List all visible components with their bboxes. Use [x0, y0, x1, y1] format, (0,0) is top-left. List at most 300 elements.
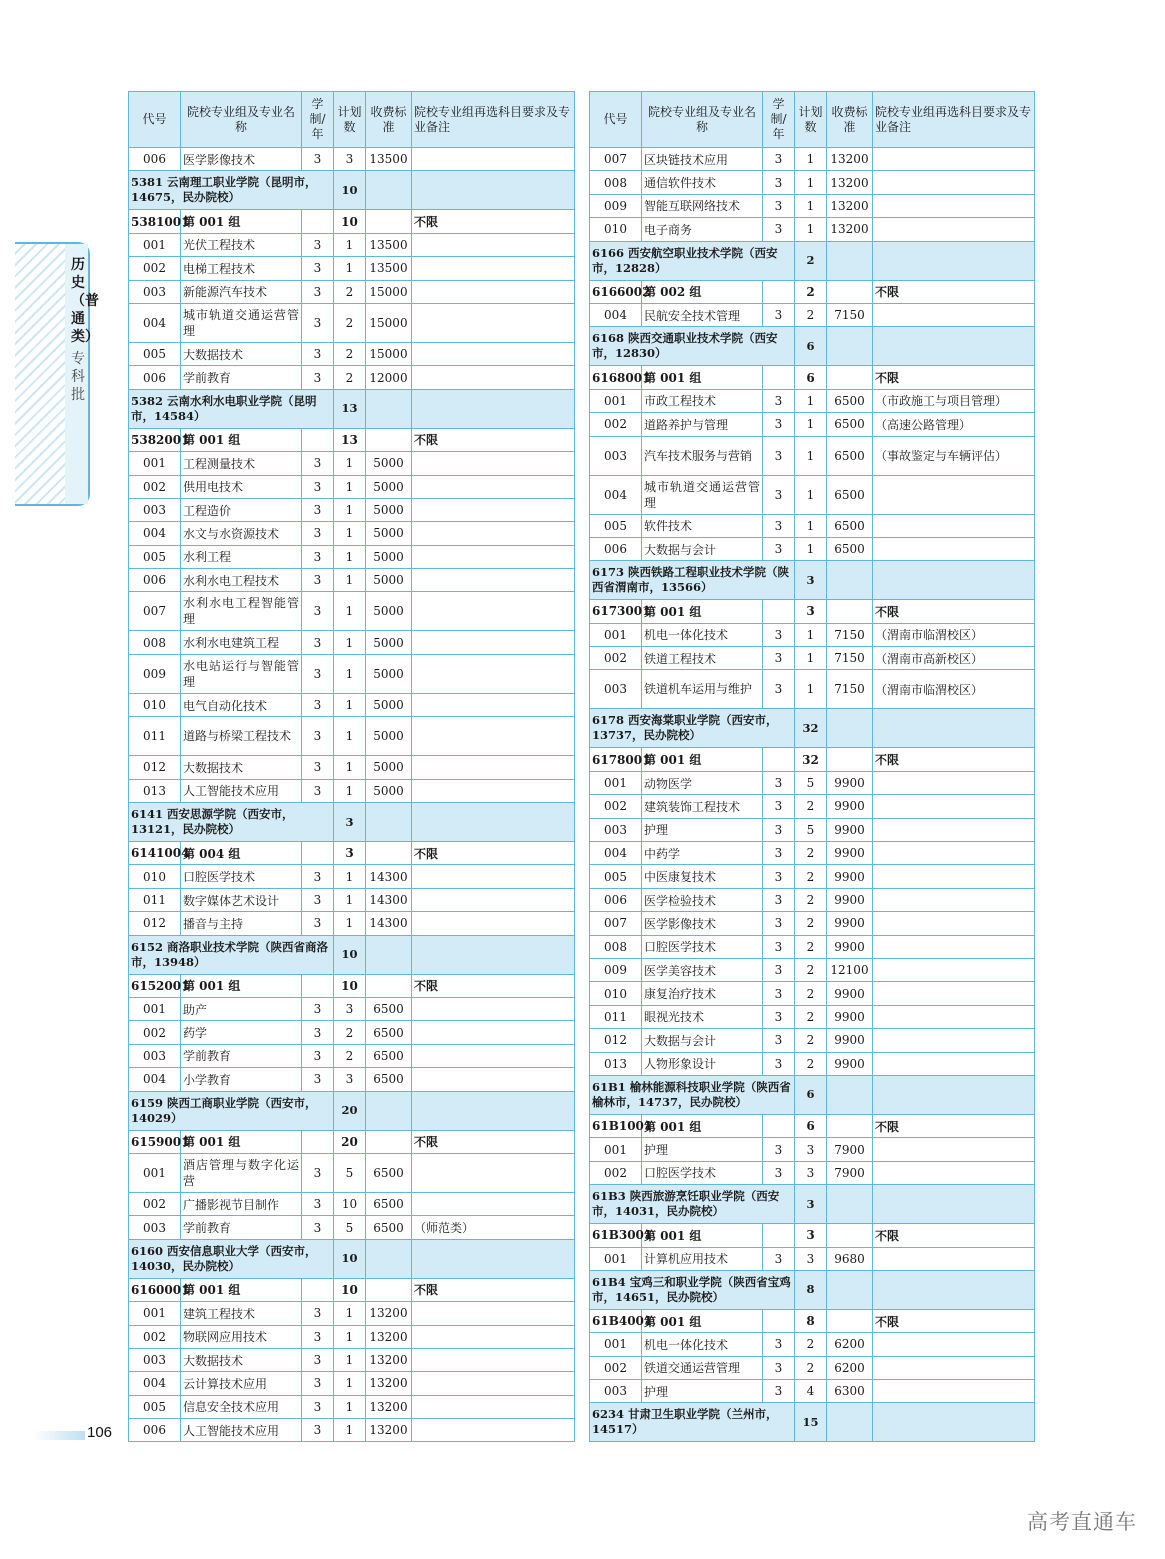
- major-note: [873, 982, 1035, 1005]
- major-plan-count: 1: [334, 1325, 366, 1348]
- major-plan-count: 1: [334, 1372, 366, 1395]
- header-fee: 收费标准: [366, 92, 412, 148]
- major-code: 003: [590, 670, 642, 709]
- major-fee: 5000: [366, 631, 412, 654]
- major-code: 003: [129, 1348, 181, 1371]
- major-fee: 13500: [366, 233, 412, 256]
- major-plan-count: 1: [334, 865, 366, 888]
- major-plan-count: 1: [795, 623, 827, 646]
- major-name: 通信软件技术: [642, 171, 763, 194]
- major-row: [129, 1419, 575, 1442]
- major-fee: 13200: [827, 218, 873, 241]
- major-name: 机电一体化技术: [642, 1333, 763, 1356]
- major-years: 3: [763, 842, 795, 865]
- school-note-cell: [873, 561, 1035, 600]
- major-row: [590, 1356, 1035, 1379]
- major-fee: 6500: [366, 997, 412, 1020]
- major-note: [412, 569, 575, 592]
- major-note: [412, 475, 575, 498]
- major-row: [590, 475, 1035, 514]
- major-code: 003: [129, 1044, 181, 1067]
- major-note: [873, 1052, 1035, 1075]
- major-code: 003: [129, 280, 181, 303]
- major-years: 3: [763, 537, 795, 560]
- major-name: 护理: [642, 818, 763, 841]
- school-row: [590, 241, 1035, 280]
- major-fee: 7150: [827, 623, 873, 646]
- school-fee-cell: [827, 709, 873, 748]
- major-name: 水利水电工程技术: [181, 569, 302, 592]
- major-years: 3: [302, 1216, 334, 1239]
- major-years: 3: [302, 280, 334, 303]
- major-plan-count: 2: [795, 1356, 827, 1379]
- school-row: [590, 561, 1035, 600]
- major-name: 电梯工程技术: [181, 257, 302, 280]
- school-fee-cell: [827, 1270, 873, 1309]
- major-note: [873, 194, 1035, 217]
- school-plan-count: 3: [334, 803, 366, 842]
- major-row: [129, 1216, 575, 1239]
- school-name: 6178 西安海棠职业学院（西安市，13737，民办院校）: [590, 709, 795, 748]
- group-fee-cell: [827, 1224, 873, 1247]
- school-note-cell: [873, 241, 1035, 280]
- major-plan-count: 2: [334, 1021, 366, 1044]
- major-note: [873, 818, 1035, 841]
- major-code: 004: [129, 1068, 181, 1091]
- major-name: 动物医学: [642, 771, 763, 794]
- group-subject-requirement: 不限: [412, 974, 575, 997]
- group-years-cell: [302, 842, 334, 865]
- major-name: 物联网应用技术: [181, 1325, 302, 1348]
- major-fee: 15000: [366, 280, 412, 303]
- school-row: [129, 389, 575, 428]
- school-plan-count: 8: [795, 1270, 827, 1309]
- group-years-cell: [763, 600, 795, 623]
- tab-main-label: 历史（普通类）: [71, 257, 99, 345]
- major-name: 口腔医学技术: [642, 1161, 763, 1184]
- major-code: 002: [129, 1325, 181, 1348]
- group-row: [590, 280, 1035, 303]
- major-name: 口腔医学技术: [642, 935, 763, 958]
- major-name: 市政工程技术: [642, 389, 763, 412]
- major-years: 3: [763, 771, 795, 794]
- major-name: 铁道交通运营管理: [642, 1356, 763, 1379]
- major-code: 005: [590, 865, 642, 888]
- major-fee: 9900: [827, 1029, 873, 1052]
- major-fee: 9900: [827, 771, 873, 794]
- major-row: [129, 522, 575, 545]
- major-note: [412, 1372, 575, 1395]
- group-name: 第 001 组: [642, 1224, 763, 1247]
- major-row: [590, 1005, 1035, 1028]
- major-note: [412, 1192, 575, 1215]
- side-category-tab: [15, 242, 99, 506]
- major-note: （市政施工与项目管理）: [873, 389, 1035, 412]
- major-plan-count: 2: [795, 865, 827, 888]
- major-code: 001: [590, 623, 642, 646]
- major-plan-count: 2: [795, 1029, 827, 1052]
- major-name: 护理: [642, 1138, 763, 1161]
- major-fee: 5000: [366, 545, 412, 568]
- major-fee: 15000: [366, 303, 412, 342]
- major-fee: 13200: [366, 1395, 412, 1418]
- school-note-cell: [412, 935, 575, 974]
- school-note-cell: [873, 327, 1035, 366]
- major-fee: 5000: [366, 756, 412, 779]
- major-plan-count: 1: [334, 717, 366, 756]
- school-plan-count: 15: [795, 1403, 827, 1442]
- group-name: 第 001 组: [181, 1278, 302, 1301]
- school-name: 5382 云南水利水电职业学院（昆明市，14584）: [129, 389, 334, 428]
- major-code: 002: [129, 257, 181, 280]
- major-years: 3: [302, 522, 334, 545]
- major-code: 007: [590, 148, 642, 171]
- major-note: [412, 1068, 575, 1091]
- major-name: 汽车技术服务与营销: [642, 436, 763, 475]
- major-years: 3: [302, 366, 334, 389]
- major-fee: 6300: [827, 1380, 873, 1403]
- group-subject-requirement: 不限: [873, 280, 1035, 303]
- major-note: [873, 171, 1035, 194]
- major-years: 3: [302, 475, 334, 498]
- major-name: 康复治疗技术: [642, 982, 763, 1005]
- major-fee: 9900: [827, 982, 873, 1005]
- major-row: [590, 1029, 1035, 1052]
- major-row: [129, 693, 575, 716]
- group-plan-count: 3: [795, 1224, 827, 1247]
- major-plan-count: 1: [334, 631, 366, 654]
- school-note-cell: [873, 1270, 1035, 1309]
- major-row: [129, 1153, 575, 1192]
- major-row: [129, 545, 575, 568]
- group-years-cell: [763, 366, 795, 389]
- major-plan-count: 2: [795, 1005, 827, 1028]
- major-code: 002: [129, 1192, 181, 1215]
- major-years: 3: [763, 148, 795, 171]
- major-code: 001: [590, 1138, 642, 1161]
- group-plan-count: 20: [334, 1130, 366, 1153]
- major-plan-count: 1: [334, 654, 366, 693]
- school-plan-count: 10: [334, 935, 366, 974]
- group-plan-count: 32: [795, 748, 827, 771]
- group-code: 5382001: [129, 428, 181, 451]
- major-code: 009: [590, 958, 642, 981]
- major-years: 3: [763, 818, 795, 841]
- group-fee-cell: [366, 428, 412, 451]
- major-plan-count: 1: [334, 1395, 366, 1418]
- group-years-cell: [302, 210, 334, 233]
- major-note: [873, 771, 1035, 794]
- header-years: 学制/年: [302, 92, 334, 148]
- major-row: [129, 1372, 575, 1395]
- major-name: 建筑工程技术: [181, 1302, 302, 1325]
- major-code: 002: [590, 647, 642, 670]
- school-row: [129, 1239, 575, 1278]
- major-name: 电子商务: [642, 218, 763, 241]
- school-row: [590, 1075, 1035, 1114]
- group-plan-count: 2: [795, 280, 827, 303]
- major-note: [873, 1247, 1035, 1270]
- major-note: [873, 1005, 1035, 1028]
- right-column: [589, 91, 1035, 1442]
- major-code: 004: [590, 842, 642, 865]
- major-fee: 13500: [366, 257, 412, 280]
- group-years-cell: [763, 1224, 795, 1247]
- major-years: 3: [763, 888, 795, 911]
- group-row: [590, 1114, 1035, 1137]
- major-fee: 13200: [366, 1348, 412, 1371]
- major-code: 010: [129, 693, 181, 716]
- group-years-cell: [302, 428, 334, 451]
- major-code: 010: [590, 218, 642, 241]
- school-name: 5381 云南理工职业学院（昆明市，14675，民办院校）: [129, 171, 334, 210]
- major-note: [873, 842, 1035, 865]
- major-name: 铁道工程技术: [642, 647, 763, 670]
- major-plan-count: 1: [795, 475, 827, 514]
- major-row: [590, 623, 1035, 646]
- major-plan-count: 2: [334, 1044, 366, 1067]
- major-years: 3: [302, 545, 334, 568]
- group-subject-requirement: 不限: [873, 748, 1035, 771]
- major-years: 3: [763, 623, 795, 646]
- major-row: [129, 654, 575, 693]
- major-row: [590, 514, 1035, 537]
- major-note: [412, 545, 575, 568]
- school-plan-count: 13: [334, 389, 366, 428]
- group-row: [590, 1224, 1035, 1247]
- major-code: 003: [590, 1380, 642, 1403]
- major-years: 3: [763, 218, 795, 241]
- major-years: 3: [302, 148, 334, 171]
- tab-sub-label: 专科批: [71, 351, 85, 403]
- group-subject-requirement: 不限: [412, 1130, 575, 1153]
- major-row: [129, 865, 575, 888]
- major-note: [873, 514, 1035, 537]
- group-fee-cell: [366, 210, 412, 233]
- major-name: 护理: [642, 1380, 763, 1403]
- group-fee-cell: [827, 748, 873, 771]
- major-fee: 5000: [366, 498, 412, 521]
- major-fee: 9900: [827, 1052, 873, 1075]
- group-plan-count: 3: [795, 600, 827, 623]
- major-code: 001: [129, 1153, 181, 1192]
- group-name: 第 002 组: [642, 280, 763, 303]
- major-note: [412, 693, 575, 716]
- group-code: 5381001: [129, 210, 181, 233]
- major-name: 学前教育: [181, 1044, 302, 1067]
- major-name: 供用电技术: [181, 475, 302, 498]
- major-years: 3: [302, 912, 334, 935]
- admission-table-left: [128, 91, 575, 1442]
- major-row: [129, 1068, 575, 1091]
- major-years: 3: [763, 1333, 795, 1356]
- major-code: 003: [590, 818, 642, 841]
- major-code: 001: [590, 1333, 642, 1356]
- major-name: 电气自动化技术: [181, 693, 302, 716]
- group-years-cell: [763, 1309, 795, 1332]
- group-plan-count: 10: [334, 210, 366, 233]
- group-code: 6141004: [129, 842, 181, 865]
- major-name: 道路养护与管理: [642, 413, 763, 436]
- major-note: [412, 865, 575, 888]
- school-plan-count: 32: [795, 709, 827, 748]
- school-fee-cell: [366, 171, 412, 210]
- major-years: 3: [302, 342, 334, 365]
- major-years: 3: [763, 1052, 795, 1075]
- major-years: 3: [763, 1247, 795, 1270]
- group-fee-cell: [366, 1130, 412, 1153]
- school-fee-cell: [827, 1403, 873, 1442]
- group-plan-count: 10: [334, 974, 366, 997]
- major-code: 004: [590, 475, 642, 514]
- major-code: 003: [129, 498, 181, 521]
- major-row: [590, 670, 1035, 709]
- group-code: 6160001: [129, 1278, 181, 1301]
- school-note-cell: [873, 1185, 1035, 1224]
- major-row: [590, 413, 1035, 436]
- major-fee: 14300: [366, 912, 412, 935]
- table-header-row: [590, 92, 1035, 148]
- major-years: 3: [302, 1395, 334, 1418]
- major-years: 3: [302, 631, 334, 654]
- major-row: [129, 452, 575, 475]
- school-fee-cell: [366, 1091, 412, 1130]
- major-name: 人物形象设计: [642, 1052, 763, 1075]
- major-note: （事故鉴定与车辆评估）: [873, 436, 1035, 475]
- group-row: [590, 748, 1035, 771]
- major-fee: 6500: [827, 537, 873, 560]
- major-name: 道路与桥梁工程技术: [181, 717, 302, 756]
- page-number: 106: [87, 1424, 113, 1441]
- major-row: [590, 1333, 1035, 1356]
- major-years: 3: [302, 1419, 334, 1442]
- major-fee: 5000: [366, 592, 412, 631]
- major-fee: 13200: [366, 1302, 412, 1325]
- major-fee: 6500: [366, 1068, 412, 1091]
- major-years: 3: [302, 569, 334, 592]
- major-code: 012: [590, 1029, 642, 1052]
- major-fee: 6500: [366, 1153, 412, 1192]
- group-name: 第 001 组: [181, 974, 302, 997]
- school-note-cell: [873, 1075, 1035, 1114]
- major-plan-count: 2: [795, 1052, 827, 1075]
- major-years: 3: [763, 1005, 795, 1028]
- group-plan-count: 3: [334, 842, 366, 865]
- major-note: [873, 475, 1035, 514]
- group-row: [129, 1278, 575, 1301]
- major-code: 004: [129, 1372, 181, 1395]
- major-note: [412, 257, 575, 280]
- major-note: [412, 1153, 575, 1192]
- group-plan-count: 10: [334, 1278, 366, 1301]
- major-name: 医学美容技术: [642, 958, 763, 981]
- major-row: [590, 537, 1035, 560]
- header-note: 院校专业组再选科目要求及专业备注: [873, 92, 1035, 148]
- major-plan-count: 2: [795, 303, 827, 326]
- school-fee-cell: [827, 1075, 873, 1114]
- group-name: 第 001 组: [642, 1114, 763, 1137]
- group-fee-cell: [366, 842, 412, 865]
- major-plan-count: 1: [334, 1302, 366, 1325]
- header-code: 代号: [129, 92, 181, 148]
- school-name: 6159 陕西工商职业学院（西安市，14029）: [129, 1091, 334, 1130]
- group-row: [590, 366, 1035, 389]
- major-note: [412, 912, 575, 935]
- major-years: 3: [302, 1068, 334, 1091]
- group-subject-requirement: 不限: [873, 1114, 1035, 1137]
- group-fee-cell: [827, 1114, 873, 1137]
- school-name: 61B1 榆林能源科技职业学院（陕西省榆林市，14737，民办院校）: [590, 1075, 795, 1114]
- major-name: 水电站运行与智能管理: [181, 654, 302, 693]
- major-name: 眼视光技术: [642, 1005, 763, 1028]
- major-note: [412, 756, 575, 779]
- group-code: 6168001: [590, 366, 642, 389]
- major-fee: 14300: [366, 865, 412, 888]
- group-row: [590, 1309, 1035, 1332]
- group-code: 61B1001: [590, 1114, 642, 1137]
- school-row: [590, 327, 1035, 366]
- major-years: 3: [302, 592, 334, 631]
- major-code: 001: [129, 233, 181, 256]
- left-column: [128, 91, 575, 1442]
- major-plan-count: 2: [334, 303, 366, 342]
- major-name: 医学影像技术: [642, 912, 763, 935]
- major-row: [590, 912, 1035, 935]
- major-row: [590, 647, 1035, 670]
- major-plan-count: 2: [795, 888, 827, 911]
- school-note-cell: [412, 1091, 575, 1130]
- major-note: [873, 148, 1035, 171]
- group-fee-cell: [366, 974, 412, 997]
- school-plan-count: 3: [795, 1185, 827, 1224]
- major-code: 003: [590, 436, 642, 475]
- group-subject-requirement: 不限: [412, 842, 575, 865]
- major-code: 010: [129, 865, 181, 888]
- major-note: [873, 1161, 1035, 1184]
- school-row: [590, 1270, 1035, 1309]
- major-plan-count: 5: [795, 771, 827, 794]
- header-years: 学制/年: [763, 92, 795, 148]
- major-fee: 9900: [827, 888, 873, 911]
- major-name: 助产: [181, 997, 302, 1020]
- group-code: 6178001: [590, 748, 642, 771]
- major-row: [590, 795, 1035, 818]
- group-row: [590, 600, 1035, 623]
- group-name: 第 001 组: [642, 1309, 763, 1332]
- major-fee: 7150: [827, 303, 873, 326]
- major-note: （渭南市临渭校区）: [873, 670, 1035, 709]
- major-fee: 14300: [366, 888, 412, 911]
- major-years: 3: [763, 514, 795, 537]
- major-name: 医学影像技术: [181, 148, 302, 171]
- major-plan-count: 5: [334, 1216, 366, 1239]
- header-code: 代号: [590, 92, 642, 148]
- major-note: （高速公路管理）: [873, 413, 1035, 436]
- major-fee: 6500: [366, 1192, 412, 1215]
- major-note: [412, 888, 575, 911]
- major-name: 建筑装饰工程技术: [642, 795, 763, 818]
- major-note: [873, 1356, 1035, 1379]
- school-plan-count: 3: [795, 561, 827, 600]
- major-plan-count: 5: [334, 1153, 366, 1192]
- major-fee: 6500: [366, 1216, 412, 1239]
- header-note: 院校专业组再选科目要求及专业备注: [412, 92, 575, 148]
- school-fee-cell: [366, 803, 412, 842]
- major-note: [412, 1044, 575, 1067]
- group-row: [129, 842, 575, 865]
- major-row: [590, 771, 1035, 794]
- major-name: 工程测量技术: [181, 452, 302, 475]
